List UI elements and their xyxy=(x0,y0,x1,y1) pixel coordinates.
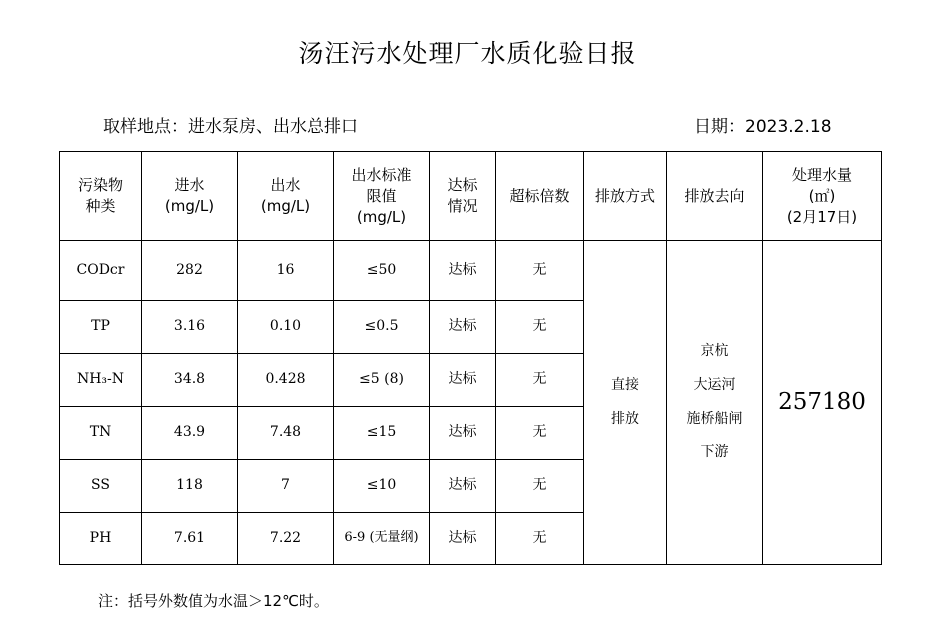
sample-location: 取样地点：进水泵房、出水总排口 xyxy=(103,117,358,137)
header-exceed-multiple: 超标倍数 xyxy=(496,152,584,241)
header-limit: 出水标准 限值 (mg/L) xyxy=(334,152,430,241)
effluent-cell: 0.10 xyxy=(238,301,334,354)
header-pollutant: 污染物 种类 xyxy=(60,152,142,241)
exceed-cell: 无 xyxy=(496,407,584,460)
influent-cell: 118 xyxy=(142,460,238,513)
effluent-cell: 7 xyxy=(238,460,334,513)
influent-cell: 7.61 xyxy=(142,513,238,565)
pollutant-cell: CODcr xyxy=(60,241,142,301)
limit-cell: ≤10 xyxy=(334,460,430,513)
discharge-destination-cell: 京杭 大运河 施桥船闸 下游 xyxy=(667,241,763,565)
report-title: 汤汪污水处理厂水质化验日报 xyxy=(298,39,637,68)
influent-cell: 43.9 xyxy=(142,407,238,460)
exceed-cell: 无 xyxy=(496,301,584,354)
header-effluent: 出水 (mg/L) xyxy=(238,152,334,241)
footnote: 注：括号外数值为水温＞12℃时。 xyxy=(98,592,329,610)
influent-cell: 282 xyxy=(142,241,238,301)
header-influent: 进水 (mg/L) xyxy=(142,152,238,241)
table-row xyxy=(60,241,882,301)
report-date: 日期：2023.2.18 xyxy=(694,117,832,137)
compliance-cell: 达标 xyxy=(430,301,496,354)
compliance-cell: 达标 xyxy=(430,241,496,301)
pollutant-cell: NH₃-N xyxy=(60,354,142,407)
header-volume: 处理水量 (㎡) (2月17日) xyxy=(763,152,882,241)
compliance-cell: 达标 xyxy=(430,460,496,513)
limit-cell: ≤0.5 xyxy=(334,301,430,354)
effluent-cell: 7.48 xyxy=(238,407,334,460)
treated-volume-cell: 257180 xyxy=(763,241,882,565)
limit-cell: ≤15 xyxy=(334,407,430,460)
pollutant-cell: TN xyxy=(60,407,142,460)
exceed-cell: 无 xyxy=(496,354,584,407)
discharge-method-cell: 直接 排放 xyxy=(584,241,667,565)
influent-cell: 3.16 xyxy=(142,301,238,354)
pollutant-cell: TP xyxy=(60,301,142,354)
header-row xyxy=(60,152,882,241)
effluent-cell: 0.428 xyxy=(238,354,334,407)
compliance-cell: 达标 xyxy=(430,407,496,460)
limit-cell: ≤50 xyxy=(334,241,430,301)
influent-cell: 34.8 xyxy=(142,354,238,407)
exceed-cell: 无 xyxy=(496,460,584,513)
compliance-cell: 达标 xyxy=(430,513,496,565)
compliance-cell: 达标 xyxy=(430,354,496,407)
effluent-cell: 16 xyxy=(238,241,334,301)
pollutant-cell: SS xyxy=(60,460,142,513)
effluent-cell: 7.22 xyxy=(238,513,334,565)
limit-cell: 6-9 (无量纲) xyxy=(334,513,430,565)
header-discharge-method: 排放方式 xyxy=(584,152,667,241)
exceed-cell: 无 xyxy=(496,241,584,301)
header-compliance: 达标 情况 xyxy=(430,152,496,241)
water-quality-table xyxy=(59,151,882,565)
pollutant-cell: PH xyxy=(60,513,142,565)
header-discharge-destination: 排放去向 xyxy=(667,152,763,241)
limit-cell: ≤5 (8) xyxy=(334,354,430,407)
exceed-cell: 无 xyxy=(496,513,584,565)
